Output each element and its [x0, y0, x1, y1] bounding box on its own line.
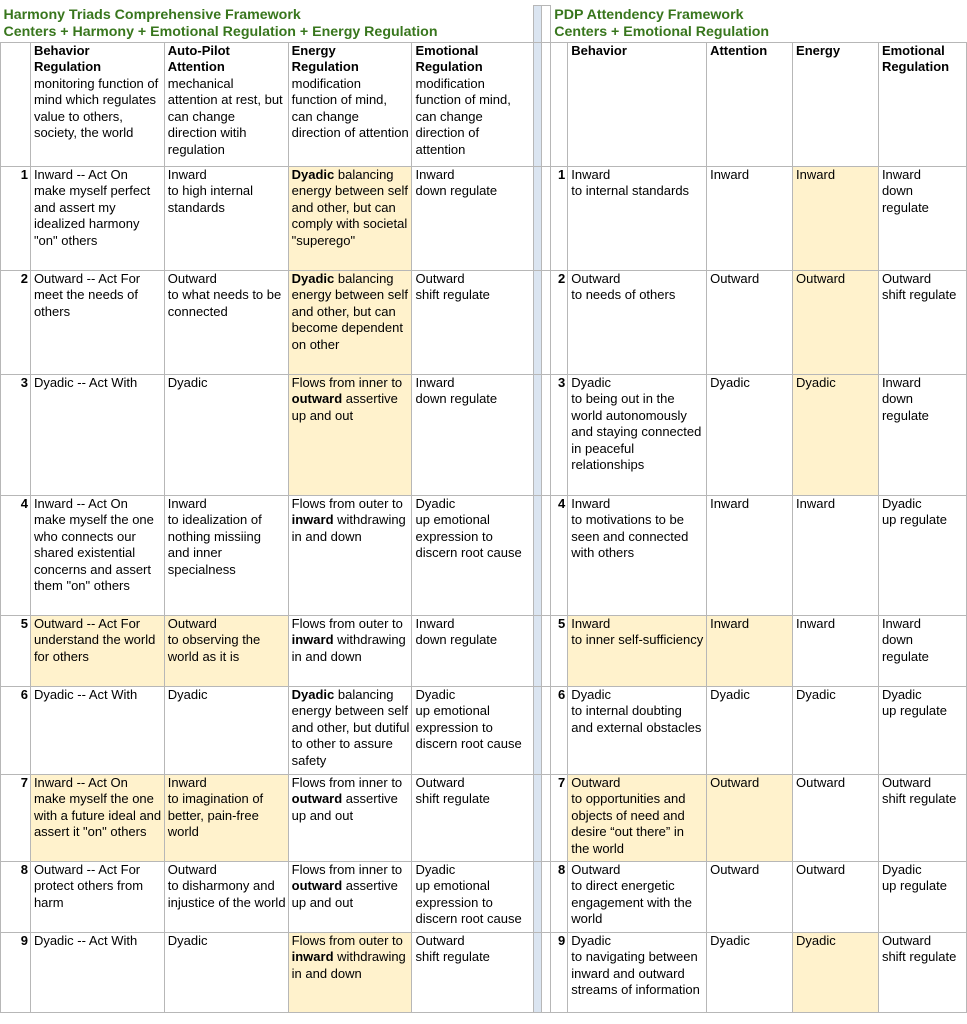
energy-text-rest: balancing energy between self and other, but dutiful to other to assure safety	[291, 686, 414, 768]
energy-text-rest: balancing energy between self and other, but can become dependent on other	[291, 270, 412, 352]
r-attention-cell[interactable]	[707, 932, 793, 1012]
row-number-text: 6	[20, 686, 28, 702]
autopilot-cell-text: Inward to idealization of nothing missiing and inner specialness	[167, 495, 262, 577]
gap-cell	[542, 686, 551, 774]
header-num-cell[interactable]	[1, 42, 31, 166]
gap-cell	[542, 42, 551, 166]
r-behavior-cell[interactable]	[568, 774, 707, 861]
energy-text-rest: assertive up and out	[291, 791, 402, 823]
r-attention-cell-text: Outward	[710, 861, 760, 877]
energy-text-pre: Flows from inner to	[291, 861, 406, 877]
header-behavior-cell[interactable]	[30, 42, 164, 166]
gap-cell	[542, 270, 551, 374]
r-energy-cell-text: Dyadic	[796, 374, 836, 390]
separator-cell	[534, 42, 542, 166]
behavior-cell[interactable]	[30, 861, 164, 932]
header-autopilot-desc: mechanical attention at rest, but can change direction witih regulation	[167, 75, 283, 158]
r-behavior-cell[interactable]	[568, 495, 707, 615]
r-emotional-cell-text: Inward down regulate	[881, 374, 929, 423]
row-number-text: 8	[20, 861, 28, 877]
r-energy-cell-text: Inward	[796, 615, 836, 631]
behavior-cell-text: Outward -- Act For meet the needs of others	[33, 270, 141, 319]
separator-cell	[534, 495, 542, 615]
separator-cell	[534, 774, 542, 861]
emotional-cell[interactable]	[412, 166, 534, 270]
energy-text-bold: inward	[291, 949, 334, 965]
energy-cell-text	[292, 375, 410, 425]
autopilot-cell[interactable]	[164, 270, 288, 374]
empty-title-cell[interactable]	[878, 6, 966, 43]
energy-cell[interactable]	[288, 270, 412, 374]
autopilot-cell-text: Inward to imagination of better, pain-free world	[167, 774, 264, 840]
r-emotional-cell[interactable]	[878, 932, 966, 1012]
emotional-cell-text: Outward shift regulate	[415, 270, 490, 303]
r-attention-cell-text: Inward	[710, 615, 750, 631]
separator-cell	[534, 615, 542, 686]
r-emotional-cell[interactable]	[878, 861, 966, 932]
energy-text-pre: Flows from outer to	[291, 615, 407, 631]
autopilot-cell-text: Dyadic	[167, 932, 208, 948]
emotional-cell[interactable]	[412, 270, 534, 374]
r-behavior-cell[interactable]	[568, 932, 707, 1012]
emotional-cell[interactable]	[412, 932, 534, 1012]
r-energy-cell[interactable]	[793, 615, 879, 686]
r-behavior-cell-text: Inward to internal standards	[571, 166, 690, 199]
r-behavior-cell[interactable]	[568, 374, 707, 495]
r-behavior-cell-text: Dyadic to being out in the world autonomously and staying connected in peaceful relationships	[571, 374, 702, 473]
autopilot-cell[interactable]	[164, 166, 288, 270]
behavior-cell-text: Inward -- Act On make myself perfect and assert my idealized harmony "on" others	[33, 166, 151, 248]
left-title-line2: Centers + Harmony + Emotional Regulation + Energy Regulation	[3, 23, 438, 40]
r-row-number[interactable]	[551, 686, 568, 774]
r-attention-cell-text: Outward	[710, 774, 760, 790]
energy-cell[interactable]	[288, 495, 412, 615]
energy-cell[interactable]	[288, 932, 412, 1012]
r-emotional-cell[interactable]	[878, 774, 966, 861]
header-r-behavior-cell[interactable]: Behavior	[568, 42, 707, 166]
behavior-cell[interactable]	[30, 686, 164, 774]
table-row	[1, 932, 967, 1012]
energy-text-rest: assertive up and out	[291, 391, 402, 423]
energy-cell-text	[291, 686, 414, 770]
r-behavior-cell-text: Inward to motivations to be seen and connected with others	[571, 495, 689, 561]
title-row	[1, 6, 967, 43]
table-row	[1, 861, 967, 932]
behavior-cell-text: Dyadic -- Act With	[33, 374, 138, 390]
table-row	[1, 774, 967, 861]
r-row-number-text: 3	[558, 374, 566, 390]
row-number-text: 1	[20, 166, 28, 182]
autopilot-cell[interactable]	[164, 861, 288, 932]
r-row-number[interactable]	[551, 774, 568, 861]
emotional-cell[interactable]	[412, 774, 534, 861]
header-autopilot-cell[interactable]	[164, 42, 288, 166]
r-emotional-cell[interactable]	[878, 615, 966, 686]
energy-cell[interactable]	[288, 374, 412, 495]
r-attention-cell[interactable]	[707, 166, 793, 270]
r-attention-cell-text: Dyadic	[710, 932, 750, 948]
emotional-cell[interactable]	[412, 861, 534, 932]
separator-cell	[534, 374, 542, 495]
energy-cell-text	[292, 271, 410, 354]
r-row-number-text: 9	[558, 932, 566, 948]
header-row	[1, 42, 967, 166]
energy-cell-text	[292, 862, 410, 912]
separator-cell	[534, 166, 542, 270]
r-energy-cell[interactable]	[793, 774, 879, 861]
r-energy-cell[interactable]	[793, 861, 879, 932]
row-number[interactable]	[1, 932, 31, 1012]
row-number[interactable]	[1, 686, 31, 774]
r-attention-cell[interactable]	[707, 495, 793, 615]
emotional-cell[interactable]	[412, 374, 534, 495]
energy-text-rest: withdrawing in and down	[291, 632, 410, 664]
r-behavior-cell-text: Dyadic to internal doubting and external obstacles	[571, 686, 702, 735]
left-title-cell[interactable]	[1, 6, 534, 43]
emotional-cell-text: Inward down regulate	[415, 374, 498, 407]
header-emotional-desc: modification function of mind, can change direction of attention	[415, 75, 511, 158]
right-title-line2: Centers + Emotional Regulation	[554, 23, 770, 40]
energy-text-rest: withdrawing in and down	[291, 512, 410, 544]
r-attention-cell-text: Outward	[710, 270, 760, 286]
row-number[interactable]	[1, 374, 31, 495]
table-row	[1, 374, 967, 495]
energy-text-pre: Flows from inner to	[291, 374, 406, 390]
r-emotional-cell[interactable]	[878, 166, 966, 270]
header-emotional-title: Emotional Regulation	[415, 42, 483, 75]
r-emotional-cell[interactable]	[878, 495, 966, 615]
r-energy-cell-text: Inward	[796, 495, 836, 511]
header-energy-cell[interactable]	[288, 42, 412, 166]
table-row	[1, 166, 967, 270]
r-emotional-cell-text: Inward down regulate	[881, 166, 929, 215]
autopilot-cell-text: Inward to high internal standards	[167, 166, 254, 215]
row-number-text: 9	[20, 932, 28, 948]
gap-cell	[542, 861, 551, 932]
r-row-number[interactable]	[551, 861, 568, 932]
autopilot-cell[interactable]	[164, 686, 288, 774]
r-energy-cell[interactable]	[793, 495, 879, 615]
r-energy-cell-text: Inward	[796, 166, 836, 182]
energy-text-pre: Flows from inner to	[291, 774, 406, 790]
header-behavior-title: Behavior Regulation	[33, 42, 102, 75]
behavior-cell-text: Dyadic -- Act With	[33, 932, 138, 948]
emotional-cell-text: Outward shift regulate	[415, 774, 490, 807]
energy-cell-text	[292, 775, 410, 825]
gap-cell	[542, 166, 551, 270]
behavior-cell-text: Inward -- Act On make myself the one with a future ideal and assert it "on" others	[33, 774, 162, 840]
r-energy-cell-text: Outward	[796, 774, 846, 790]
r-row-number[interactable]	[551, 270, 568, 374]
behavior-cell[interactable]	[30, 932, 164, 1012]
energy-cell[interactable]	[288, 615, 412, 686]
energy-text-pre: Flows from outer to	[291, 495, 407, 511]
r-row-number-text: 5	[558, 615, 566, 631]
header-r-num-cell[interactable]	[551, 42, 568, 166]
row-number[interactable]	[1, 774, 31, 861]
row-number[interactable]	[1, 861, 31, 932]
r-attention-cell[interactable]	[707, 861, 793, 932]
header-r-emotional-cell[interactable]: Emotional Regulation	[878, 42, 966, 166]
row-number-text: 4	[20, 495, 28, 511]
autopilot-cell-text: Outward to what needs to be connected	[167, 270, 282, 319]
energy-text-pre: Flows from outer to	[291, 932, 407, 948]
r-row-number[interactable]	[551, 374, 568, 495]
r-behavior-cell[interactable]	[568, 686, 707, 774]
energy-text-bold: outward	[291, 391, 343, 407]
autopilot-cell-text: Outward to observing the world as it is	[167, 615, 261, 664]
emotional-cell[interactable]	[412, 495, 534, 615]
separator-cell	[534, 686, 542, 774]
r-row-number-text: 7	[558, 774, 566, 790]
energy-text-rest: assertive up and out	[291, 878, 402, 910]
r-attention-cell[interactable]	[707, 774, 793, 861]
behavior-cell-text: Dyadic -- Act With	[33, 686, 138, 702]
energy-cell[interactable]	[288, 686, 412, 774]
r-energy-cell[interactable]	[793, 374, 879, 495]
emotional-cell[interactable]	[412, 686, 534, 774]
behavior-cell[interactable]	[30, 495, 164, 615]
r-behavior-cell[interactable]	[568, 270, 707, 374]
header-r-attention-cell[interactable]: Attention	[707, 42, 793, 166]
table-row	[1, 686, 967, 774]
r-emotional-cell[interactable]	[878, 374, 966, 495]
energy-cell[interactable]	[288, 166, 412, 270]
r-behavior-cell-text: Outward to direct energetic engagement with the world	[571, 861, 692, 927]
table-row	[1, 270, 967, 374]
behavior-cell-text: Outward -- Act For understand the world for others	[33, 615, 156, 664]
energy-text-bold: Dyadic	[291, 270, 335, 286]
r-attention-cell[interactable]	[707, 615, 793, 686]
energy-text-rest: withdrawing in and down	[291, 949, 410, 981]
autopilot-cell-text: Dyadic	[167, 686, 208, 702]
r-emotional-cell-text: Outward shift regulate	[881, 774, 957, 807]
r-emotional-cell[interactable]	[878, 270, 966, 374]
r-behavior-cell[interactable]	[568, 615, 707, 686]
energy-text-bold: Dyadic	[291, 686, 335, 702]
r-row-number-text: 6	[558, 686, 566, 702]
row-number[interactable]	[1, 615, 31, 686]
r-row-number[interactable]	[551, 615, 568, 686]
autopilot-cell[interactable]	[164, 774, 288, 861]
autopilot-cell-text: Dyadic	[167, 374, 208, 390]
right-title-cell[interactable]	[551, 6, 879, 43]
r-attention-cell-text: Dyadic	[710, 686, 750, 702]
behavior-cell-text: Outward -- Act For protect others from harm	[33, 861, 144, 910]
behavior-cell[interactable]	[30, 270, 164, 374]
r-attention-cell[interactable]	[707, 374, 793, 495]
row-number-text: 2	[20, 270, 28, 286]
gap-cell	[542, 774, 551, 861]
r-behavior-cell-text: Dyadic to navigating between inward and outward streams of information	[571, 932, 700, 998]
spreadsheet-grid	[0, 5, 967, 1013]
table-row	[1, 495, 967, 615]
row-number-text: 7	[20, 774, 28, 790]
gap-cell	[542, 932, 551, 1012]
r-energy-cell-text: Outward	[796, 861, 846, 877]
emotional-cell[interactable]	[412, 615, 534, 686]
row-number-text: 5	[20, 615, 28, 631]
energy-text-rest: balancing energy between self and other, but can comply with societal "superego"	[291, 166, 412, 248]
header-energy-title: Energy Regulation	[291, 42, 359, 75]
autopilot-cell[interactable]	[164, 495, 288, 615]
emotional-cell-text: Inward down regulate	[415, 615, 498, 648]
separator-cell	[534, 861, 542, 932]
energy-text-bold: Dyadic	[291, 166, 335, 182]
left-title-line1: Harmony Triads Comprehensive Framework	[3, 6, 301, 23]
emotional-cell-text: Dyadic up emotional expression to discern root cause	[415, 686, 522, 752]
r-emotional-cell-text: Dyadic up regulate	[881, 495, 947, 528]
r-row-number-text: 1	[558, 166, 566, 182]
r-emotional-cell-text: Outward shift regulate	[881, 932, 957, 965]
r-row-number-text: 4	[558, 495, 566, 511]
r-energy-cell-text: Outward	[796, 270, 846, 286]
r-attention-cell-text: Inward	[710, 166, 750, 182]
separator-cell	[534, 6, 542, 43]
r-emotional-cell-text: Dyadic up regulate	[881, 861, 947, 894]
separator-cell	[534, 932, 542, 1012]
r-energy-cell[interactable]	[793, 932, 879, 1012]
r-row-number-text: 8	[558, 861, 566, 877]
energy-text-bold: inward	[291, 632, 334, 648]
emotional-cell-text: Dyadic up emotional expression to discern root cause	[415, 861, 522, 927]
r-attention-cell[interactable]	[707, 686, 793, 774]
header-autopilot-title: Auto-Pilot Attention	[167, 42, 230, 75]
header-energy-desc: modification function of mind, can change direction of attention	[291, 75, 409, 141]
r-behavior-cell[interactable]	[568, 861, 707, 932]
right-title-line1: PDP Attendency Framework	[554, 6, 744, 23]
r-emotional-cell-text: Inward down regulate	[881, 615, 929, 664]
behavior-cell-text: Inward -- Act On make myself the one who connects our shared existential concerns and assert them "on" others	[33, 495, 154, 594]
gap-cell	[542, 6, 551, 43]
behavior-cell[interactable]	[30, 615, 164, 686]
header-behavior-desc: monitoring function of mind which regulates value to others, society, the world	[33, 75, 159, 141]
table-row	[1, 615, 967, 686]
r-behavior-cell[interactable]	[568, 166, 707, 270]
r-behavior-cell-text: Outward to opportunities and objects of need and desire “out there” in the world	[571, 774, 686, 856]
r-attention-cell-text: Inward	[710, 495, 750, 511]
energy-cell-text	[292, 616, 410, 666]
r-row-number-text: 2	[558, 270, 566, 286]
emotional-cell-text: Dyadic up emotional expression to discern root cause	[415, 495, 522, 561]
r-behavior-cell-text: Inward to inner self-sufficiency	[571, 615, 704, 648]
autopilot-cell[interactable]	[164, 374, 288, 495]
row-number-text: 3	[20, 374, 28, 390]
r-row-number[interactable]	[551, 932, 568, 1012]
behavior-cell[interactable]	[30, 774, 164, 861]
behavior-cell[interactable]	[30, 166, 164, 270]
row-number[interactable]	[1, 270, 31, 374]
energy-cell[interactable]	[288, 861, 412, 932]
separator-cell	[534, 270, 542, 374]
gap-cell	[542, 615, 551, 686]
energy-text-bold: outward	[291, 791, 343, 807]
emotional-cell-text: Inward down regulate	[415, 166, 498, 199]
r-energy-cell-text: Dyadic	[796, 932, 836, 948]
r-attention-cell[interactable]	[707, 270, 793, 374]
energy-text-bold: outward	[291, 878, 343, 894]
energy-cell-text	[292, 167, 410, 250]
r-behavior-cell-text: Outward to needs of others	[571, 270, 676, 303]
autopilot-cell-text: Outward to disharmony and injustice of the world	[167, 861, 286, 910]
r-energy-cell[interactable]	[793, 166, 879, 270]
header-emotional-cell[interactable]	[412, 42, 534, 166]
header-r-energy-cell[interactable]: Energy	[793, 42, 879, 166]
r-row-number[interactable]	[551, 495, 568, 615]
r-energy-cell[interactable]	[793, 686, 879, 774]
r-emotional-cell-text: Outward shift regulate	[881, 270, 957, 303]
r-emotional-cell[interactable]	[878, 686, 966, 774]
r-energy-cell-text: Dyadic	[796, 686, 836, 702]
r-attention-cell-text: Dyadic	[710, 374, 750, 390]
emotional-cell-text: Outward shift regulate	[415, 932, 490, 965]
behavior-cell[interactable]	[30, 374, 164, 495]
row-number[interactable]	[1, 495, 31, 615]
energy-cell[interactable]	[288, 774, 412, 861]
r-emotional-cell-text: Dyadic up regulate	[881, 686, 947, 719]
energy-cell-text	[292, 496, 410, 546]
r-energy-cell[interactable]	[793, 270, 879, 374]
autopilot-cell[interactable]	[164, 932, 288, 1012]
gap-cell	[542, 374, 551, 495]
autopilot-cell[interactable]	[164, 615, 288, 686]
r-row-number[interactable]	[551, 166, 568, 270]
gap-cell	[542, 495, 551, 615]
energy-text-bold: inward	[291, 512, 334, 528]
row-number[interactable]	[1, 166, 31, 270]
energy-cell-text	[292, 933, 410, 983]
